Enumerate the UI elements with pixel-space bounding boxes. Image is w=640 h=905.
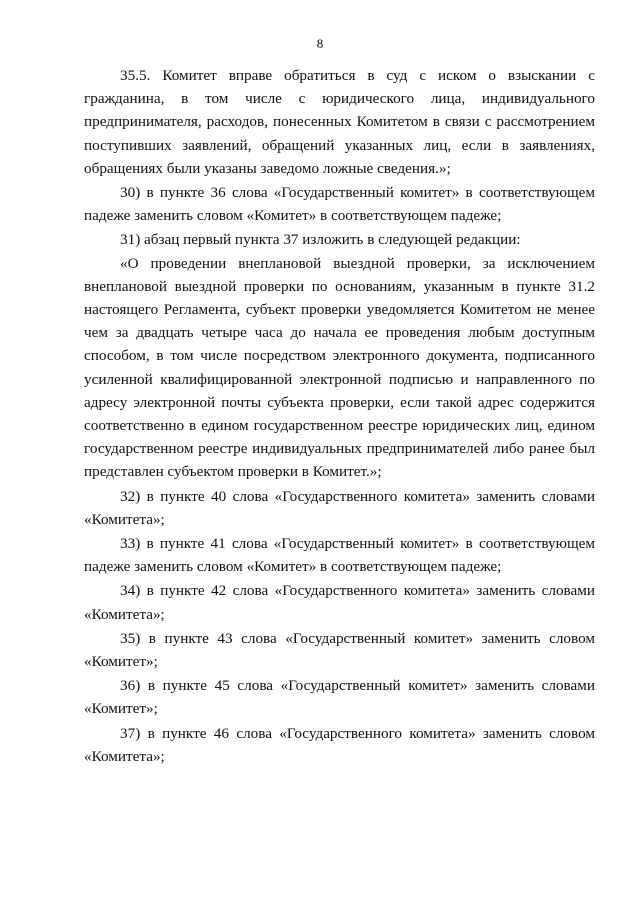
- paragraph-item-32: 32) в пункте 40 слова «Государственного комитета» заменить словами «Комитета»;: [84, 487, 595, 528]
- paragraph-item-35: 35) в пункте 43 слова «Государственный комитет» заменить словом «Комитет»;: [84, 629, 595, 671]
- paragraph-item-34: 34) в пункте 42 слова «Государственного комитета» заменить словами «Комитета»;: [84, 582, 595, 623]
- paragraph-item-30: 30) в пункте 36 слова «Государственный комитет» в соответствующем падеже заменить словом «Комитет» в соответствующем падеже;: [84, 184, 595, 225]
- paragraph-item-31: 31) абзац первый пункта 37 изложить в следующей редакции:: [120, 231, 521, 249]
- paragraph-item-33: 33) в пункте 41 слова «Государственный комитет» в соответствующем падеже заменить словом «Комитет» в соответствующем падеже;: [84, 535, 595, 576]
- paragraph-item-37: 37) в пункте 46 слова «Государственного комитета» заменить словом «Комитета»;: [84, 724, 595, 765]
- paragraph-item-36: 36) в пункте 45 слова «Государственный комитет» заменить словами «Комитет»;: [84, 677, 595, 718]
- paragraph-item-31-quote: «О проведении внеплановой выездной проверки, за исключением внеплановой выездной проверки по основаниям, указанным в пункте 31.2 настоящего Регламента, субъект проверки уведомляется Комитетом не менее чем за двадцать четыре часа до начала ее проведения любым доступным способом, в том числе посредством электронного документа, подписанного усиленной квалифицированной электронной подписью и направленного по адресу электронной почты субъекта проверки, если такой адрес содержится соответственно в едином государственном реестре юридических лиц, едином государственном реестре индивидуальных предпринимателей либо ранее был представлен субъектом проверки в Комитет.»;: [84, 254, 595, 481]
- document-body: [84, 64, 595, 768]
- page-number: 8: [316, 36, 324, 51]
- paragraph-35-5: 35.5. Комитет вправе обратиться в суд с иском о взыскании с гражданина, в том числе с юридического лица, индивидуального предпринимателя, расходов, понесенных Комитетом в связи с рассмотрением поступивших заявлений, обращений указанных лиц, если в заявлениях, обращениях были указаны заведомо ложные сведения.»;: [84, 67, 595, 177]
